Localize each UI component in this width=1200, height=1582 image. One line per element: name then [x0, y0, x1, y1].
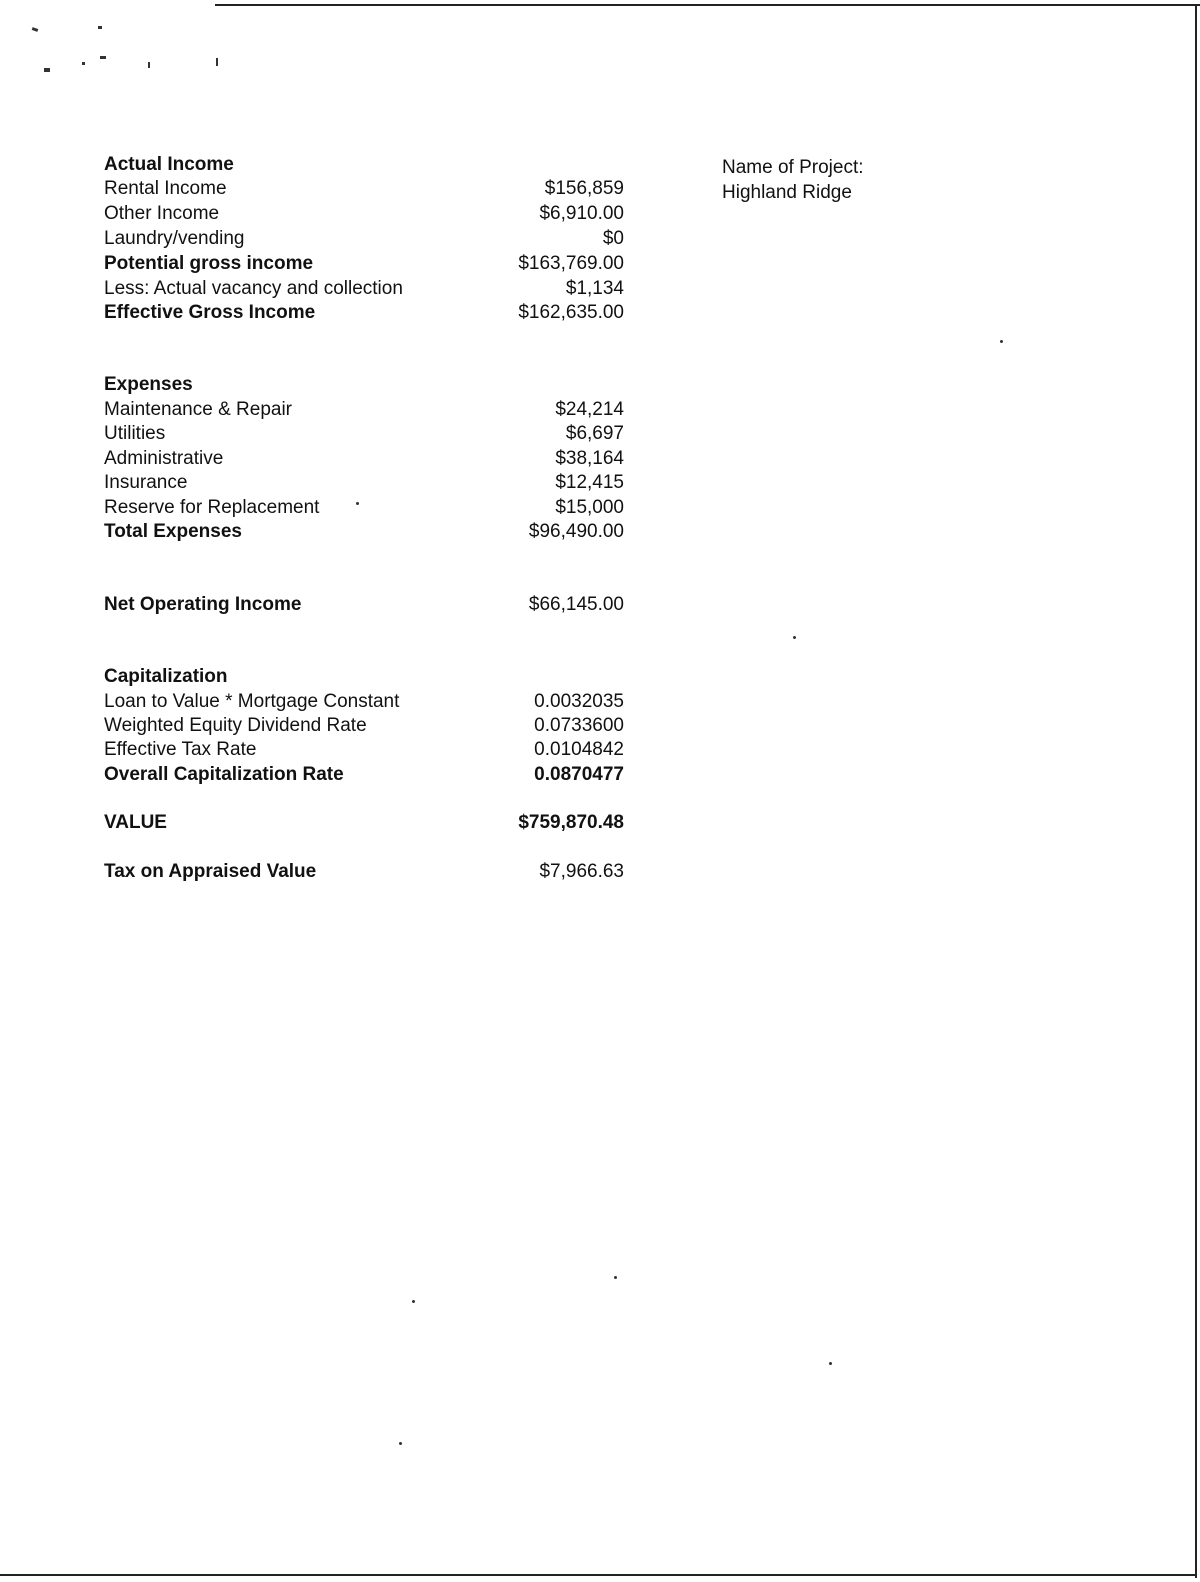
section-heading: Capitalization	[104, 666, 228, 687]
income-row-other: Other Income $6,910.00	[104, 203, 624, 224]
expense-row-insurance: Insurance $12,415	[104, 472, 624, 493]
expense-row-maintenance: Maintenance & Repair $24,214	[104, 399, 624, 420]
tax-row: Tax on Appraised Value $7,966.63	[104, 861, 624, 882]
section-heading: Actual Income	[104, 154, 234, 175]
project-info	[722, 155, 864, 205]
cap-row-effective-tax: Effective Tax Rate 0.0104842	[104, 739, 624, 760]
page-border-right	[1195, 4, 1197, 1578]
speck	[614, 1276, 617, 1279]
page-border-bottom	[0, 1574, 1197, 1576]
cap-row-loan-to-value: Loan to Value * Mortgage Constant 0.0032035	[104, 691, 624, 712]
project-name: Highland Ridge	[722, 182, 852, 203]
speck	[412, 1300, 415, 1303]
section-heading: Expenses	[104, 374, 193, 395]
cap-row-overall-rate: Overall Capitalization Rate 0.0870477	[104, 764, 624, 785]
capitalization-heading	[104, 665, 624, 689]
income-heading	[104, 153, 624, 177]
value-row: VALUE $759,870.48	[104, 812, 624, 833]
expense-row-reserve: Reserve for Replacement $15,000	[104, 497, 624, 518]
income-row-vacancy: Less: Actual vacancy and collection $1,134	[104, 278, 624, 299]
speck	[829, 1362, 832, 1365]
project-label: Name of Project:	[722, 157, 864, 178]
expense-row-utilities: Utilities $6,697	[104, 423, 624, 444]
speck	[399, 1442, 402, 1445]
cap-row-equity-dividend: Weighted Equity Dividend Rate 0.0733600	[104, 715, 624, 736]
expense-row-administrative: Administrative $38,164	[104, 448, 624, 469]
income-row-rental: Rental Income $156,859	[104, 178, 624, 199]
speck	[1000, 340, 1003, 343]
net-operating-income: Net Operating Income $66,145.00	[104, 594, 624, 615]
expense-row-total: Total Expenses $96,490.00	[104, 521, 624, 542]
income-row-potential-gross: Potential gross income $163,769.00	[104, 253, 624, 274]
income-row-laundry: Laundry/vending $0	[104, 228, 624, 249]
expenses-heading	[104, 373, 624, 397]
speck	[793, 636, 796, 639]
income-row-effective-gross: Effective Gross Income $162,635.00	[104, 302, 624, 323]
page-border-top	[215, 4, 1200, 6]
